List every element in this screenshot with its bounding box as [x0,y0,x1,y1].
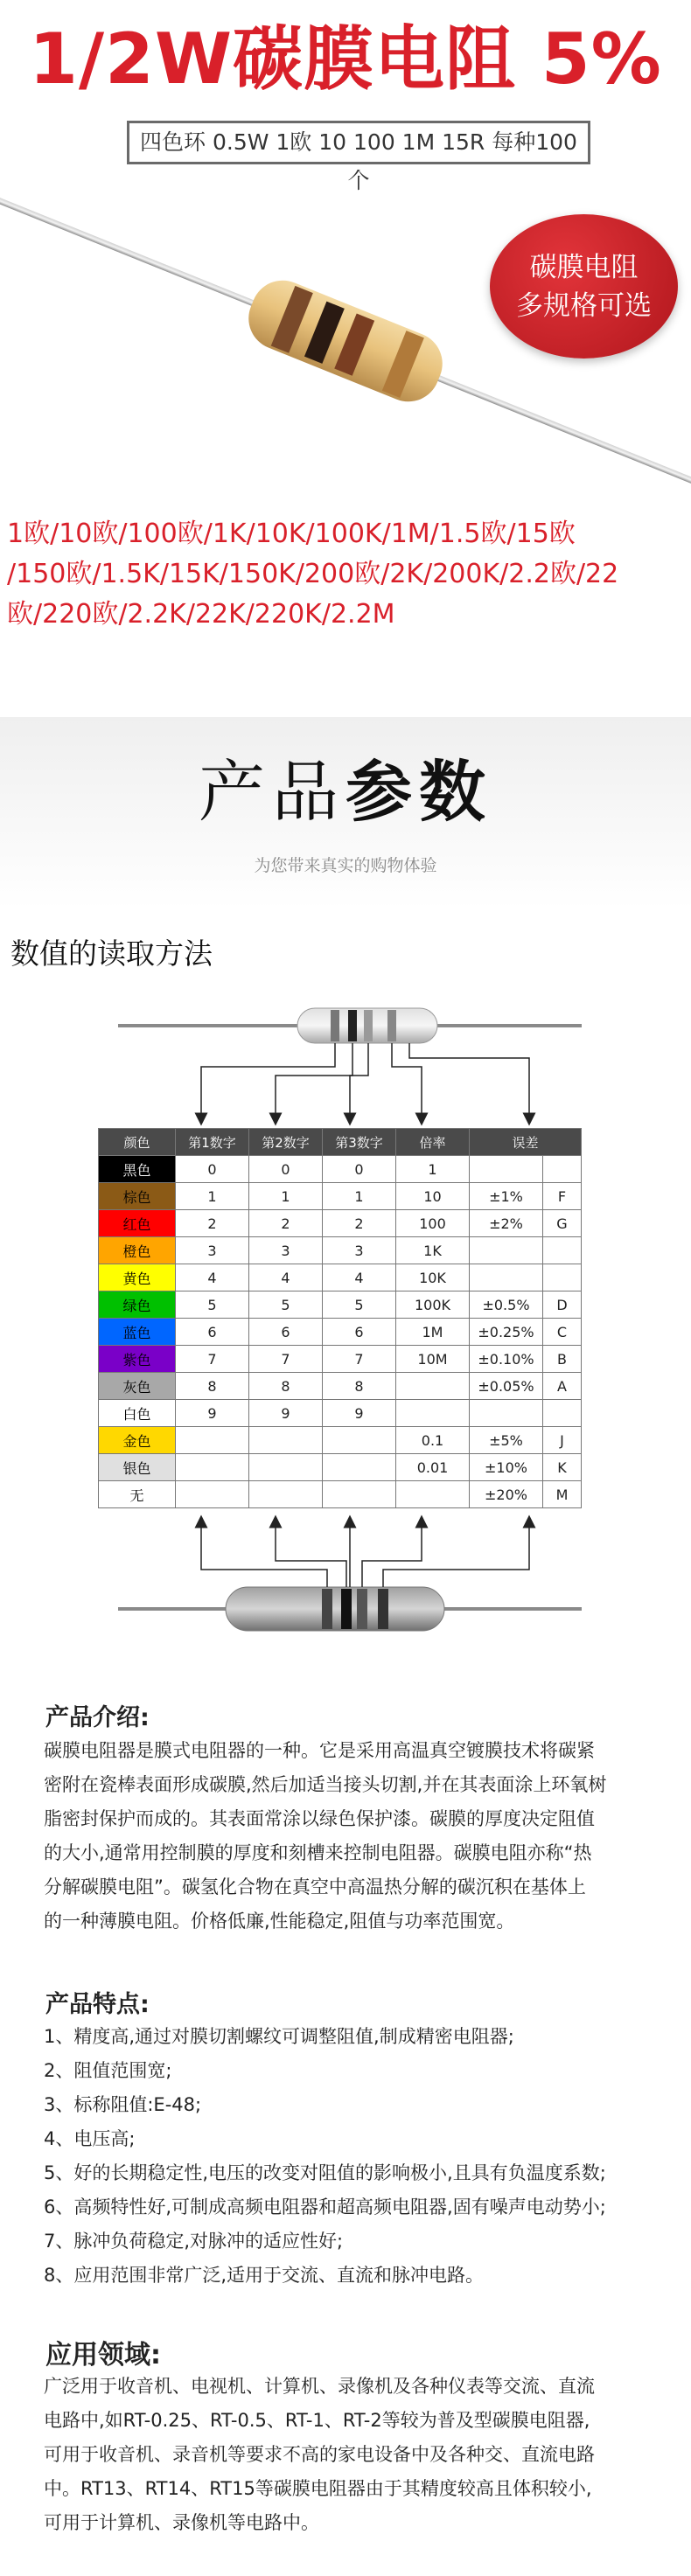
tolerance-cell: ±5% [470,1427,543,1454]
multiplier-cell: 0.1 [396,1427,470,1454]
digit3-cell: 8 [323,1373,396,1400]
digit1-cell: 6 [176,1319,249,1346]
feature-item: 6、高频特性好,可制成高频电阻器和超高频电阻器,固有噪声电动势小; [44,2197,606,2217]
color-name-cell: 绿色 [99,1291,176,1319]
digit2-cell [249,1427,323,1454]
multiplier-cell [396,1400,470,1427]
tolerance-code-cell [543,1264,582,1291]
tolerance-code-cell: B [543,1346,582,1373]
digit1-cell: 1 [176,1183,249,1210]
section-subtitle: 为您带来真实的购物体验 [254,856,437,875]
digit3-cell: 3 [323,1237,396,1264]
application-line: 可用于收音机、录音机等要求不高的家电设备中及各种交、直流电路 [44,2444,595,2465]
digit1-cell [176,1454,249,1481]
intro-title: 产品介绍: [45,1704,150,1731]
table-row [99,1210,582,1237]
application-line: 电路中,如RT-0.25、RT-0.5、RT-1、RT-2等较为普及型碳膜电阻器, [44,2410,590,2431]
tolerance-cell: ±0.25% [470,1319,543,1346]
table-row [99,1454,582,1481]
intro-line: 分解碳膜电阻”。碳氢化合物在真空中高温热分解的碳沉积在基体上 [44,1876,586,1897]
color-code-table [98,1128,582,1508]
digit3-cell [323,1454,396,1481]
table-row [99,1156,582,1183]
features-title: 产品特点: [45,1991,150,2018]
intro-line: 密附在瓷棒表面形成碳膜,然后加适当接头切割,并在其表面涂上环氧树 [44,1774,607,1795]
digit2-cell [249,1481,323,1508]
section-title [0,753,691,831]
tolerance-cell [470,1400,543,1427]
color-name-cell: 无 [99,1481,176,1508]
feature-item: 2、阻值范围宽; [44,2060,172,2081]
header-tolerance: 误差 [470,1129,582,1156]
section-title-light: 产品 [199,753,346,831]
header-color: 颜色 [99,1129,176,1156]
color-name-cell: 黄色 [99,1264,176,1291]
tolerance-cell [470,1156,543,1183]
multiplier-cell: 1 [396,1156,470,1183]
digit1-cell: 9 [176,1400,249,1427]
multiplier-cell [396,1481,470,1508]
digit1-cell: 7 [176,1346,249,1373]
header-multiplier: 倍率 [396,1129,470,1156]
tolerance-cell: ±10% [470,1454,543,1481]
hero-subtitle: 四色环 0.5W 1欧 10 100 1M 15R 每种100个 [127,121,590,164]
tolerance-code-cell: F [543,1183,582,1210]
intro-line: 的大小,通常用控制膜的厚度和刻槽来控制电阻器。碳膜电阻亦称“热 [44,1842,592,1863]
tolerance-cell: ±0.5% [470,1291,543,1319]
color-name-cell: 橙色 [99,1237,176,1264]
table-row [99,1183,582,1210]
bottom-resistor-diagram [0,1513,691,1653]
digit1-cell: 5 [176,1291,249,1319]
digit1-cell: 4 [176,1264,249,1291]
hero-badge [490,214,678,359]
digit3-cell [323,1427,396,1454]
digit1-cell: 0 [176,1156,249,1183]
multiplier-cell: 10K [396,1264,470,1291]
tolerance-code-cell: J [543,1427,582,1454]
digit2-cell: 1 [249,1183,323,1210]
table-header-row [99,1129,582,1156]
tolerance-cell: ±0.05% [470,1373,543,1400]
digit2-cell: 0 [249,1156,323,1183]
tolerance-code-cell: A [543,1373,582,1400]
application-line: 广泛用于收音机、电视机、计算机、录像机及各种仪表等交流、直流 [44,2376,595,2397]
values-line: 1欧/10欧/100欧/1K/10K/100K/1M/1.5欧/15欧 [7,519,576,549]
multiplier-cell [396,1373,470,1400]
feature-item: 7、脉冲负荷稳定,对脉冲的适应性好; [44,2231,344,2252]
multiplier-cell: 0.01 [396,1454,470,1481]
digit2-cell: 6 [249,1319,323,1346]
application-line: 可用于计算机、录像机等电路中。 [44,2512,319,2533]
digit2-cell: 8 [249,1373,323,1400]
table-row [99,1237,582,1264]
multiplier-cell: 100K [396,1291,470,1319]
tolerance-cell [470,1264,543,1291]
digit2-cell: 5 [249,1291,323,1319]
header-digit3: 第3数字 [323,1129,396,1156]
section-title-bold: 参数 [346,753,492,831]
color-name-cell: 银色 [99,1454,176,1481]
color-name-cell: 灰色 [99,1373,176,1400]
table-row [99,1264,582,1291]
header-digit2: 第2数字 [249,1129,323,1156]
intro-body [44,1734,675,1939]
digit1-cell: 3 [176,1237,249,1264]
color-name-cell: 白色 [99,1400,176,1427]
resistance-values-list [7,514,689,635]
digit3-cell: 7 [323,1346,396,1373]
digit3-cell: 4 [323,1264,396,1291]
top-resistor-diagram [0,988,691,1128]
tolerance-cell: ±1% [470,1183,543,1210]
header-digit1: 第1数字 [176,1129,249,1156]
tolerance-code-cell [543,1156,582,1183]
feature-item: 8、应用范围非常广泛,适用于交流、直流和脉冲电路。 [44,2265,485,2286]
values-line: 欧/220欧/2.2K/22K/220K/2.2M [7,599,395,630]
features-list [44,2020,675,2293]
hero-title: 1/2W碳膜电阻 5% [29,18,662,100]
feature-item: 3、标称阻值:E-48; [44,2094,202,2115]
table-row [99,1400,582,1427]
digit2-cell: 3 [249,1237,323,1264]
color-name-cell: 黑色 [99,1156,176,1183]
color-name-cell: 金色 [99,1427,176,1454]
color-name-cell: 红色 [99,1210,176,1237]
digit2-cell: 9 [249,1400,323,1427]
digit2-cell: 2 [249,1210,323,1237]
tolerance-code-cell [543,1400,582,1427]
tolerance-cell: ±0.10% [470,1346,543,1373]
digit3-cell: 6 [323,1319,396,1346]
values-line: /150欧/1.5K/15K/150K/200欧/2K/200K/2.2欧/22 [7,559,619,589]
digit1-cell [176,1481,249,1508]
intro-line: 的一种薄膜电阻。价格低廉,性能稳定,阻值与功率范围宽。 [44,1911,515,1932]
digit2-cell: 4 [249,1264,323,1291]
multiplier-cell: 100 [396,1210,470,1237]
table-row [99,1427,582,1454]
multiplier-cell: 1M [396,1319,470,1346]
digit3-cell: 5 [323,1291,396,1319]
digit1-cell: 8 [176,1373,249,1400]
digit3-cell: 2 [323,1210,396,1237]
read-method-title: 数值的读取方法 [10,936,213,971]
tolerance-code-cell: G [543,1210,582,1237]
badge-line2: 多规格可选 [516,289,652,322]
table-row [99,1346,582,1373]
table-row [99,1319,582,1346]
tolerance-code-cell: M [543,1481,582,1508]
digit1-cell [176,1427,249,1454]
tolerance-cell [470,1237,543,1264]
tolerance-code-cell: C [543,1319,582,1346]
color-name-cell: 紫色 [99,1346,176,1373]
multiplier-cell: 10 [396,1183,470,1210]
intro-line: 脂密封保护而成的。其表面常涂以绿色保护漆。碳膜的厚度决定阻值 [44,1808,595,1829]
tolerance-code-cell [543,1237,582,1264]
digit2-cell: 7 [249,1346,323,1373]
color-name-cell: 棕色 [99,1183,176,1210]
feature-item: 1、精度高,通过对膜切割螺纹可调整阻值,制成精密电阻器; [44,2026,514,2047]
table-row [99,1373,582,1400]
feature-item: 5、好的长期稳定性,电压的改变对阻值的影响极小,且具有负温度系数; [44,2162,606,2183]
digit3-cell: 0 [323,1156,396,1183]
table-row [99,1291,582,1319]
tolerance-cell: ±20% [470,1481,543,1508]
tolerance-code-cell: D [543,1291,582,1319]
digit3-cell: 9 [323,1400,396,1427]
color-name-cell: 蓝色 [99,1319,176,1346]
digit3-cell: 1 [323,1183,396,1210]
multiplier-cell: 10M [396,1346,470,1373]
tolerance-cell: ±2% [470,1210,543,1237]
digit1-cell: 2 [176,1210,249,1237]
digit3-cell [323,1481,396,1508]
tolerance-code-cell: K [543,1454,582,1481]
multiplier-cell: 1K [396,1237,470,1264]
feature-item: 4、电压高; [44,2128,136,2149]
intro-line: 碳膜电阻器是膜式电阻器的一种。它是采用高温真空镀膜技术将碳紧 [44,1740,595,1761]
application-line: 中。RT13、RT14、RT15等碳膜电阻器由于其精度较高且体积较小, [44,2478,592,2499]
application-body [44,2370,675,2540]
table-row [99,1481,582,1508]
badge-line1: 碳膜电阻 [529,251,639,283]
digit2-cell [249,1454,323,1481]
application-title: 应用领域: [45,2340,161,2371]
